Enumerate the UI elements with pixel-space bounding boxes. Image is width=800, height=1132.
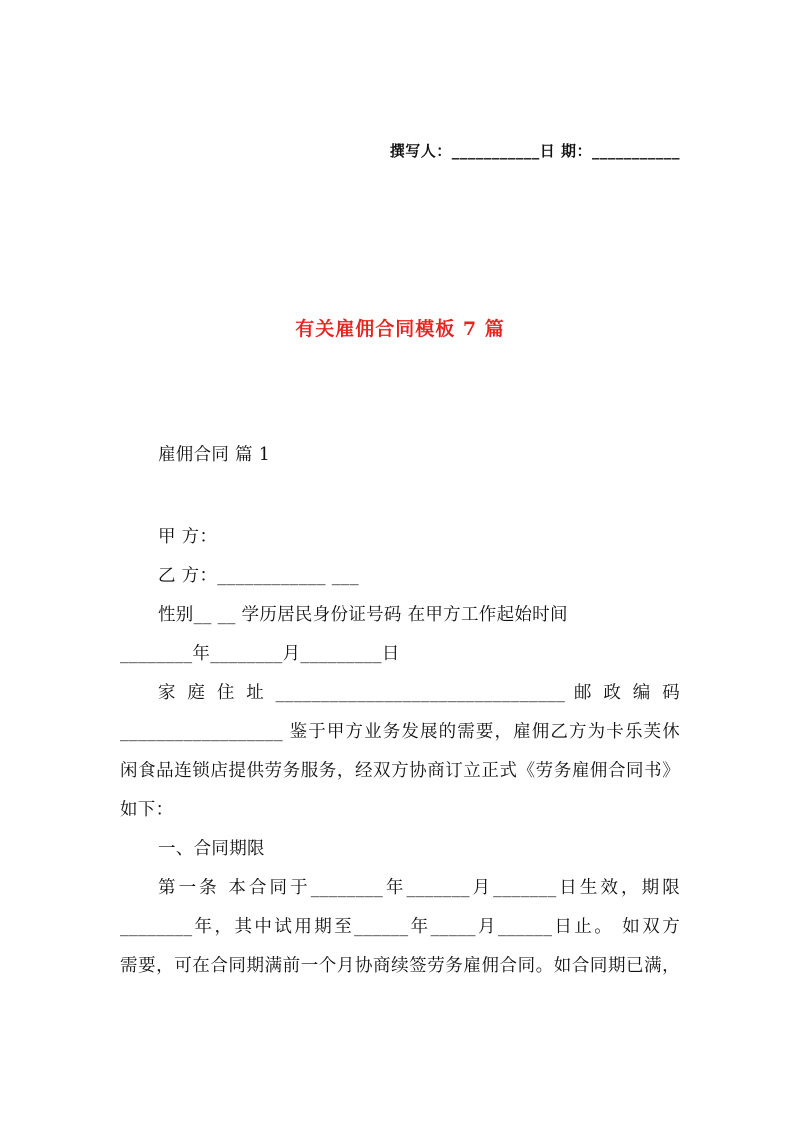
- author-date-line: 撰写人：___________日 期：___________: [389, 142, 680, 160]
- clause-heading: 一、合同期限: [158, 839, 265, 859]
- gender-education-line: 性别__ __ 学历居民身份证号码 在甲方工作起始时间: [158, 605, 568, 625]
- purpose-line-2: 闲食品连锁店提供劳务服务，经双方协商订立正式《劳务雇佣合同书》: [120, 761, 680, 781]
- contract-body: [120, 518, 680, 986]
- start-date-line: ________年________月_________日: [120, 644, 400, 664]
- party-b-line: 乙 方：____________ ___: [158, 566, 359, 586]
- clause1-line-2: ________年，其中试用期至______年_____月______日止。 如双方: [120, 917, 680, 937]
- address-line: 家 庭 住 址 ________________________________ 邮 政 编 码: [158, 683, 680, 703]
- party-a-line: 甲 方：: [158, 527, 218, 547]
- section-heading-block: [120, 436, 680, 475]
- purpose-line-3: 如下：: [120, 800, 174, 820]
- document-title: 有关雇佣合同模板 7 篇: [295, 318, 505, 340]
- clause1-line-1: 第一条 本合同于________年_______月_______日生效，期限: [158, 878, 680, 898]
- section-heading: 雇佣合同 篇 1: [158, 445, 271, 465]
- clause1-line-3: 需要，可在合同期满前一个月协商续签劳务雇佣合同。如合同期已满，: [120, 956, 680, 976]
- purpose-line-1: __________________ 鉴于甲方业务发展的需要，雇佣乙方为卡乐芙休: [120, 722, 680, 742]
